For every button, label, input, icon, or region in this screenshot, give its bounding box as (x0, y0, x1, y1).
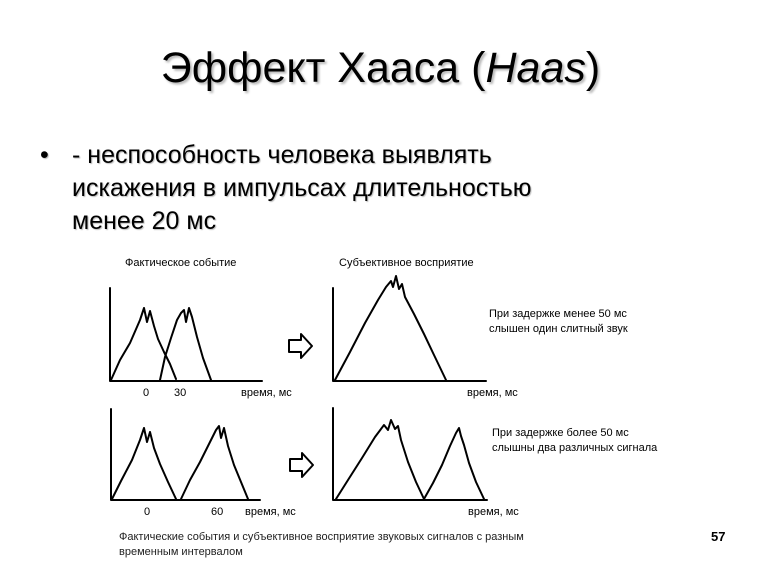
axis-label-time: время, мс (468, 506, 519, 518)
title-italic: Haas (485, 44, 586, 92)
pulse-second-perceived (424, 428, 484, 499)
bullet-line-3: менее 20 мс (72, 207, 217, 235)
pulse-original (111, 308, 176, 380)
note-more-line2: слышны два различных сигнала (492, 442, 658, 454)
tick-zero: 0 (144, 506, 151, 518)
note-less-line1: При задержке менее 50 мс (489, 308, 627, 320)
plot-subjective-separate (333, 408, 519, 518)
figure-caption (119, 530, 524, 560)
pulse-first-perceived (336, 420, 424, 499)
arrow-right-icon (290, 453, 313, 477)
label-subjective-perception: Субъективное восприятие (339, 257, 474, 269)
pulse-delayed (160, 308, 211, 380)
bullet-line-1: - неспособность человека выявлять (72, 141, 492, 169)
label-actual-event: Фактическое событие (125, 257, 237, 269)
caption-line-1: Фактические события и субъективное восприятие звуковых сигналов с разным (119, 531, 524, 543)
tick-60: 60 (211, 506, 224, 518)
arrow-right-icon (289, 334, 312, 358)
axis-label-time: время, мс (467, 387, 518, 399)
plot-subjective-merged (333, 276, 518, 399)
plot-actual-30ms (110, 288, 292, 399)
bullet-line-2: искажения в импульсах длительностью (72, 174, 532, 202)
pulse-original (112, 428, 176, 499)
axis-label-time: время, мс (245, 506, 296, 518)
title-main: Эффект Хааса ( (160, 44, 486, 92)
tick-zero: 0 (143, 387, 150, 399)
caption-line-2: временным интервалом (119, 546, 243, 558)
axes-subjective-separate (333, 408, 487, 500)
note-less-line2: слышен один слитный звук (489, 323, 628, 335)
pulse-merged (335, 276, 446, 380)
note-more-line1: При задержке более 50 мс (492, 427, 629, 439)
tick-30: 30 (174, 387, 187, 399)
axis-label-time: время, мс (241, 387, 292, 399)
bullet-marker: • (40, 141, 49, 169)
title-close: ) (585, 44, 601, 92)
pulse-delayed (181, 426, 248, 499)
plot-actual-60ms (111, 409, 296, 518)
axes-subjective-merged (333, 288, 486, 381)
page-number: 57 (711, 529, 726, 544)
